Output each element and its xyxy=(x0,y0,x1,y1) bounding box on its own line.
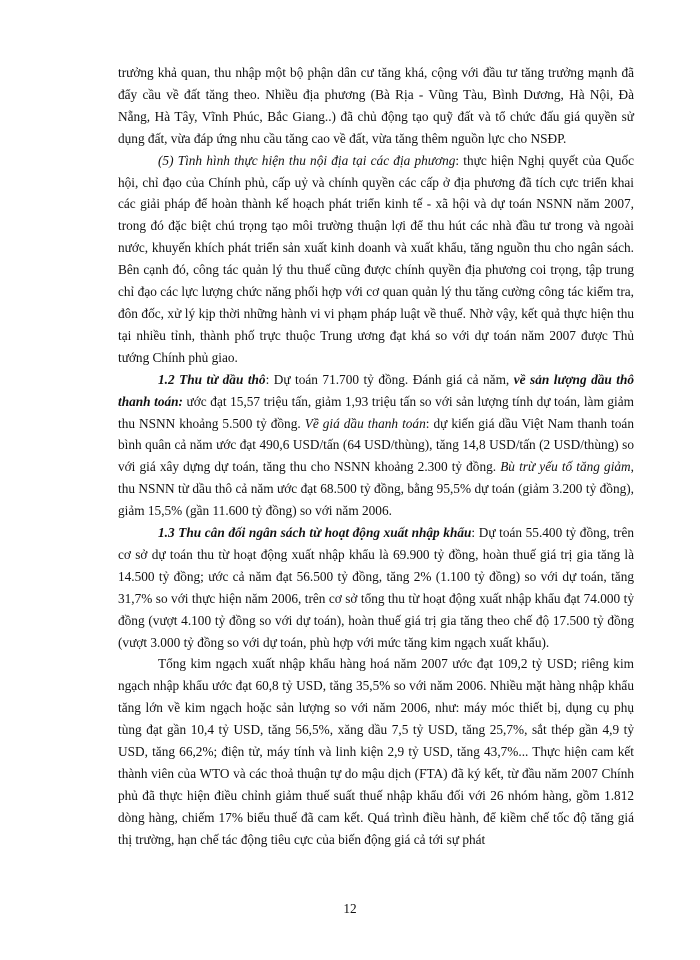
paragraph-land-use: trưởng khả quan, thu nhập một bộ phận dân cư tăng khá, cộng với đầu tư tăng trưởng mạnh đã đẩy cầu về đất tăng theo. Nhiều địa phương (Bà Rịa - Vũng Tàu, Bình Dương, Hà Nội, Đà Nẵng, Hà Tây, Vĩnh Phúc, Bắc Giang..) đã chủ động tạo quỹ đất và tổ chức đấu giá quyền sử dụng đất, vừa đáp ứng nhu cầu tăng cao về đất, vừa tăng thêm nguồn lực cho NSĐP. xyxy=(118,65,634,146)
document-body xyxy=(118,62,634,851)
crude-oil-price-label: Về giá dầu thanh toán xyxy=(304,415,426,431)
page-number: 12 xyxy=(343,901,357,916)
paragraph-local-revenue xyxy=(118,150,634,369)
crude-oil-text-c: ước đạt 15,57 triệu tấn, giảm 1,93 triệu tấn so với sản lượng tính dự toán, làm giảm thu NSNN khoảng 5.500 tỷ đồng. xyxy=(118,393,634,431)
crude-oil-offset-label: Bù trừ yếu tố tăng giảm xyxy=(500,459,631,475)
local-revenue-text: : thực hiện Nghị quyết của Quốc hội, chỉ đạo của Chính phủ, cấp uỷ và chính quyền các cấp ở địa phương đã tích cực triển khai các giải pháp để hoàn thành kế hoạch phát triển kinh tế - xã hội và dự toán NSNN năm 2007, trong đó đặc biệt chú trọng tạo môi trường thuận lợi để thu hút các nhà đầu tư trong và ngoài nước, khuyến khích phát triển sản xuất kinh doanh và xuất khẩu, tăng nguồn thu cho ngân sách. Bên cạnh đó, công tác quản lý thu thuế cũng được chính quyền địa phương coi trọng, tập trung chỉ đạo các lực lượng chức năng phối hợp với cơ quan quản lý thu tăng cường công tác kiểm tra, đôn đốc, xử lý kịp thời những hành vi vi phạm pháp luật về thuế. Nhờ vậy, kết quả thực hiện thu tại nhiều tỉnh, thành phố trực thuộc Trung ương đạt khá so với dự toán năm 2007 được Thủ tướng Chính phủ giao. xyxy=(118,152,634,365)
crude-oil-text-a: : Dự toán 71.700 tỷ đồng. Đánh giá cả năm, xyxy=(265,371,514,387)
crude-oil-output-label: về sản lượng dầu thô thanh toán: xyxy=(118,371,634,409)
crude-oil-heading: 1.2 Thu từ dầu thô xyxy=(158,371,266,387)
paragraph-crude-oil xyxy=(118,369,634,522)
local-revenue-heading: (5) Tình hình thực hiện thu nội địa tại các địa phương xyxy=(158,152,456,168)
import-export-text: : Dự toán 55.400 tỷ đồng, trên cơ sở dự toán thu từ hoạt động xuất nhập khẩu là 69.900 tỷ đồng, hoàn thuế giá trị gia tăng là 14.500 tỷ đồng; ước cả năm đạt 56.500 tỷ đồng, tăng 2% (1.100 tỷ đồng) so với dự toán, tăng 31,7% so với thực hiện năm 2006, trên cơ sở tổng thu từ hoạt động xuất nhập khẩu đạt 74.000 tỷ đồng (vượt 4.100 tỷ đồng so với dự toán), hoàn thuế giá trị gia tăng theo chế độ 17.500 tỷ đồng (vượt 3.000 tỷ đồng so với dự toán, phù hợp với mức tăng kim ngạch xuất khẩu). xyxy=(118,525,634,650)
paragraph-import-export xyxy=(118,522,634,653)
crude-oil-text-e: : dự kiến giá dầu Việt Nam thanh toán bình quân cả năm ước đạt 490,6 USD/tấn (64 USD/thùng), tăng 14,8 USD/tấn (2 USD/thùng) so với giá xây dựng dự toán, tăng thu cho NSNN khoảng 2.300 tỷ đồng. xyxy=(118,415,634,475)
paragraph-trade-turnover: Tổng kim ngạch xuất nhập khẩu hàng hoá năm 2007 ước đạt 109,2 tỷ USD; riêng kim ngạch nhập khẩu ước đạt 60,8 tỷ USD, tăng 35,5% so với năm 2006. Nhiều mặt hàng nhập khẩu tăng lớn về kim ngạch hoặc sản lượng so với năm 2006, như: máy móc thiết bị, dụng cụ phụ tùng đạt gần 10,4 tỷ USD, tăng 56,5%, xăng dầu 7,5 tỷ USD, tăng 25,7%, sắt thép gần 4,9 tỷ USD, tăng 66,2%; điện tử, máy tính và linh kiện 2,9 tỷ USD, tăng 43,7%... Thực hiện cam kết thành viên của WTO và các thoả thuận tự do mậu dịch (FTA) đã ký kết, từ đầu năm 2007 Chính phủ đã thực hiện điều chỉnh giảm thuế suất thuế nhập khẩu đối với 26 nhóm hàng, gồm 1.812 dòng hàng, chiếm 17% biểu thuế đã cam kết. Quá trình điều hành, để kiềm chế tốc độ tăng giá thị trường, hạn chế tác động tiêu cực của biến động giá cả tới sự phát xyxy=(118,656,634,847)
crude-oil-text-g: , thu NSNN từ dầu thô cả năm ước đạt 68.500 tỷ đồng, bằng 95,5% dự toán (giảm 3.200 tỷ đồng), giảm 15,5% (gần 11.600 tỷ đồng) so với năm 2006. xyxy=(118,459,634,519)
import-export-heading: 1.3 Thu cân đối ngân sách từ hoạt động xuất nhập khẩu xyxy=(158,525,472,541)
